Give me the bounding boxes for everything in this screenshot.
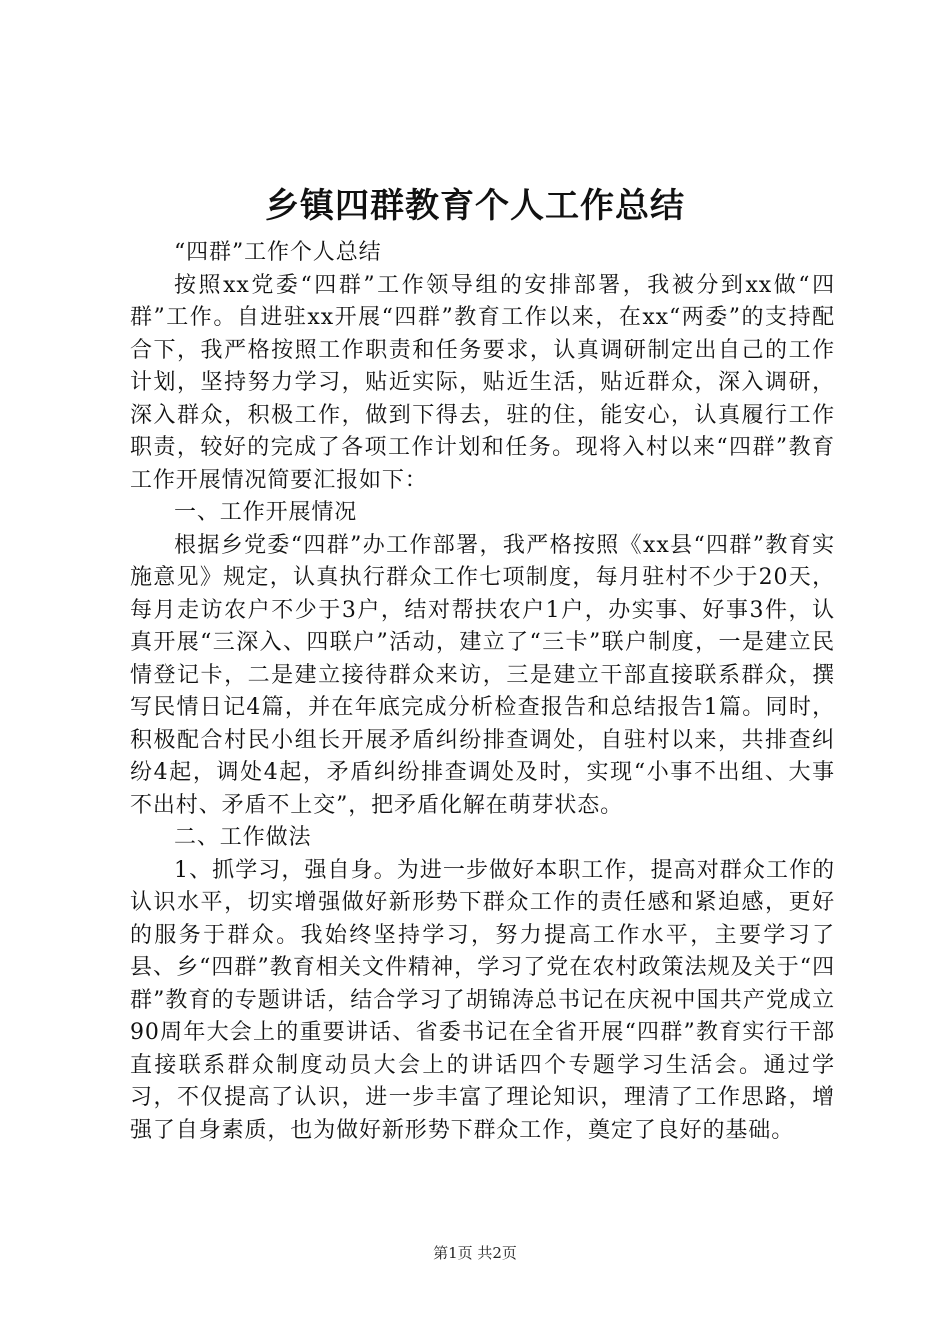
page-footer: 第1页 共2页: [433, 1244, 517, 1262]
body-paragraph: 根据乡党委“四群”办工作部署，我严格按照《xx县“四群”教育实施意见》规定，认真执行群众工作七项制度，每月驻村不少于20天，每月走访农户不少于3户，结对帮扶农户1户，办实事、好事3件，认真开展“三深入、四联户”活动，建立了“三卡”联户制度，一是建立民情登记卡，二是建立接待群众来访，三是建立干部直接联系群众，撰写民情日记4篇，并在年底完成分析检查报告和总结报告1篇。同时，积极配合村民小组长开展矛盾纠纷排查调处，自驻村以来，共排查纠纷4起，调处4起，矛盾纠纷排查调处及时，实现“小事不出组、大事不出村、矛盾不上交”，把矛盾化解在萌芽状态。: [130, 532, 835, 818]
document-title: 乡镇四群教育个人工作总结: [265, 186, 685, 226]
section-heading: “四群”工作个人总结: [174, 240, 382, 265]
body-paragraph: 按照xx党委“四群”工作领导组的安排部署，我被分到xx做“四群”工作。自进驻xx开展“四群”教育工作以来，在xx“两委”的支持配合下，我严格按照工作职责和任务要求，认真调研制定出自己的工作计划，坚持努力学习，贴近实际，贴近生活，贴近群众，深入调研，深入群众，积极工作，做到下得去，驻的住，能安心，认真履行工作职责，较好的完成了各项工作计划和任务。现将入村以来“四群”教育工作开展情况简要汇报如下：: [130, 272, 835, 493]
document-body: [130, 237, 835, 1147]
section-heading: 一、工作开展情况: [174, 500, 358, 525]
body-paragraph: 1、抓学习，强自身。为进一步做好本职工作，提高对群众工作的认识水平，切实增强做好新形势下群众工作的责任感和紧迫感，更好的服务于群众。我始终坚持学习，努力提高工作水平，主要学习了县、乡“四群”教育相关文件精神，学习了党在农村政策法规及关于“四群”教育的专题讲话，结合学习了胡锦涛总书记在庆祝中国共产党成立90周年大会上的重要讲话、省委书记在全省开展“四群”教育实行干部直接联系群众制度动员大会上的讲话四个专题学习生活会。通过学习，不仅提高了认识，进一步丰富了理论知识，理清了工作思路，增强了自身素质，也为做好新形势下群众工作，奠定了良好的基础。: [130, 857, 835, 1143]
section-heading: 二、工作做法: [174, 825, 312, 850]
